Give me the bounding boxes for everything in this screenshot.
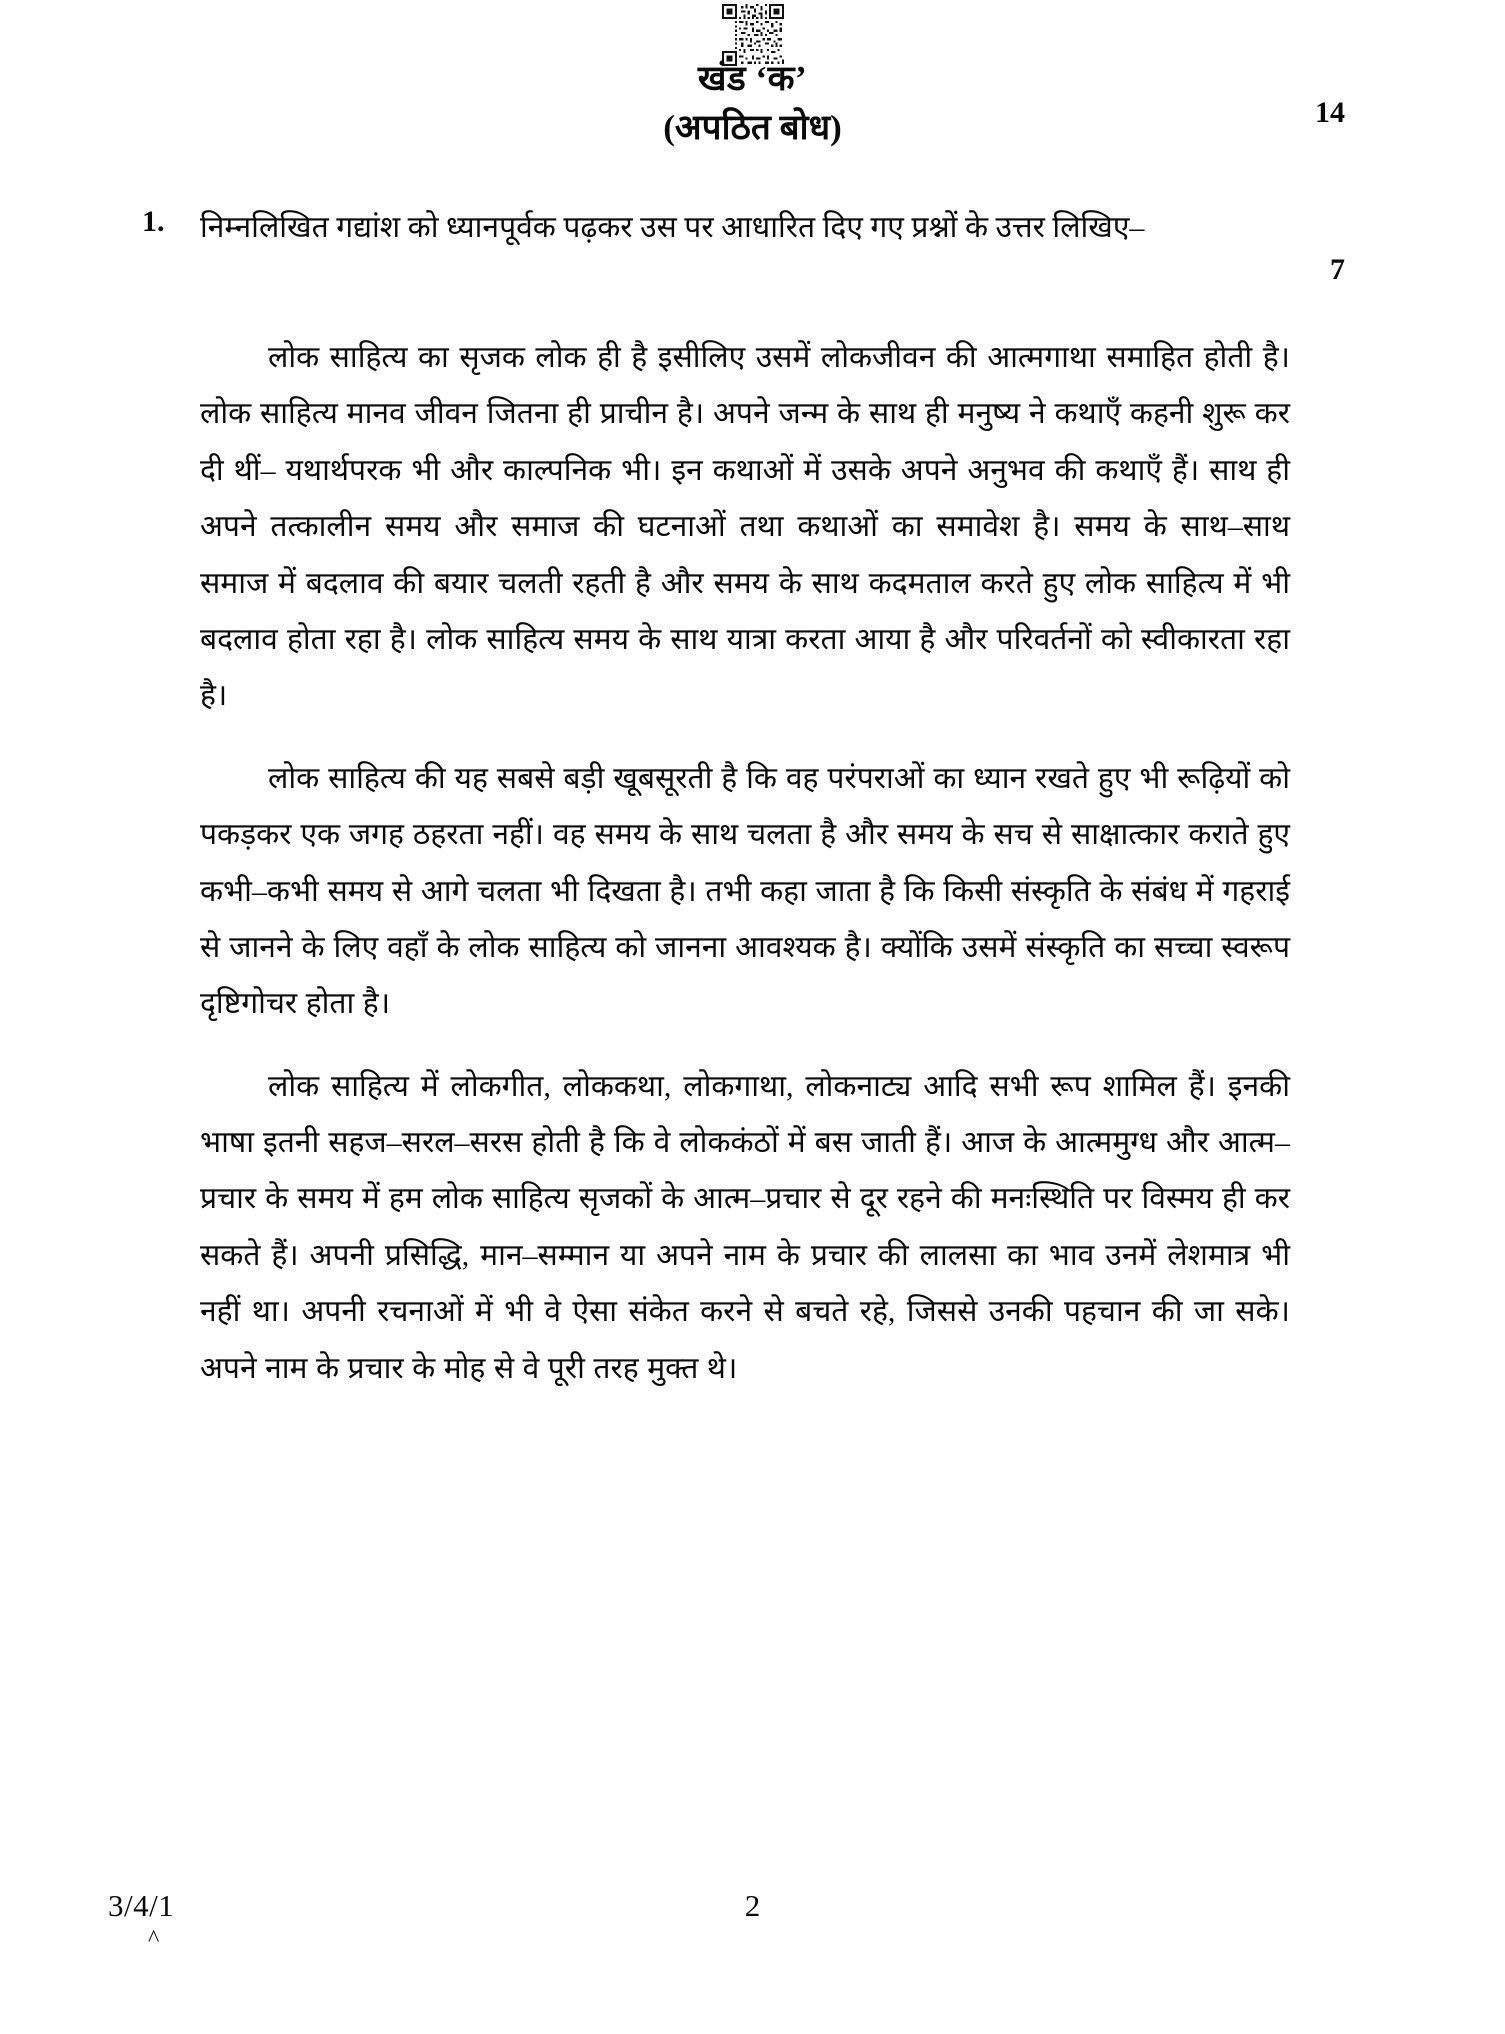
qr-code-icon — [722, 4, 784, 66]
question-text: निम्नलिखित गद्यांश को ध्यानपूर्वक पढ़कर उस पर आधारित दिए गए प्रश्नों के उत्तर लिखिए– — [200, 211, 1145, 244]
page-number: 2 — [744, 1888, 761, 1923]
passage-paragraph: लोक साहित्य में लोकगीत, लोककथा, लोकगाथा, लोकनाट्य आदि सभी रूप शामिल हैं। इनकी भाषा इतनी सहज–सरल–सरस होती है कि वे लोककंठों में बस जाती हैं। आज के आत्ममुग्ध और आत्म–प्रचार के समय में हम लोक साहित्य सृजकों के आत्म–प्रचार से दूर रहने की मनःस्थिति पर विस्मय ही कर सकते हैं। अपनी प्रसिद्धि, मान–सम्मान या अपने नाम के प्रचार की लालसा का भाव उनमें लेशमात्र भी नहीं था। अपनी रचनाओं में भी वे ऐसा संकेत करने से बचते रहे, जिससे उनकी पहचान की जा सके। अपने नाम के प्रचार के मोह से वे पूरी तरह मुक्त थे। — [200, 1069, 1290, 1385]
question-1 — [142, 205, 1280, 251]
paper-code: 3/4/1 — [108, 1888, 175, 1923]
passage-paragraph: लोक साहित्य की यह सबसे बड़ी खूबसूरती है कि वह परंपराओं का ध्यान रखते हुए भी रूढ़ियों को पकड़कर एक जगह ठहरता नहीं। वह समय के साथ चलता है और समय के सच से साक्षात्कार कराते हुए कभी–कभी समय से आगे चलता भी दिखता है। तभी कहा जाता है कि किसी संस्कृति के संबंध में गहराई से जानने के लिए वहाँ के लोक साहित्य को जानना आवश्यक है। क्योंकि उसमें संस्कृति का सच्चा स्वरूप दृष्टिगोचर होता है। — [200, 761, 1290, 1021]
section-heading-block — [0, 58, 1505, 149]
section-subtitle: (अपठित बोध) — [663, 107, 842, 147]
section-marks: 14 — [1315, 96, 1345, 129]
caret-marker-icon: ^ — [148, 1926, 160, 1952]
question-marks: 7 — [1330, 253, 1345, 286]
section-title: खंड ‘क’ — [697, 59, 808, 98]
question-number: 1. — [142, 205, 165, 238]
passage-body — [200, 330, 1290, 1397]
passage-paragraph: लोक साहित्य का सृजक लोक ही है इसीलिए उसमें लोकजीवन की आत्मगाथा समाहित होती है। लोक साहित्य मानव जीवन जितना ही प्राचीन है। अपने जन्म के साथ ही मनुष्य ने कथाएँ कहनी शुरू कर दी थीं– यथार्थपरक भी और काल्पनिक भी। इन कथाओं में उसके अपने अनुभव की कथाएँ हैं। साथ ही अपने तत्कालीन समय और समाज की घटनाओं तथा कथाओं का समावेश है। समय के साथ–साथ समाज में बदलाव की बयार चलती रहती है और समय के साथ कदमताल करते हुए लोक साहित्य में भी बदलाव होता रहा है। लोक साहित्य समय के साथ यात्रा करता आया है और परिवर्तनों को स्वीकारता रहा है। — [200, 341, 1290, 713]
